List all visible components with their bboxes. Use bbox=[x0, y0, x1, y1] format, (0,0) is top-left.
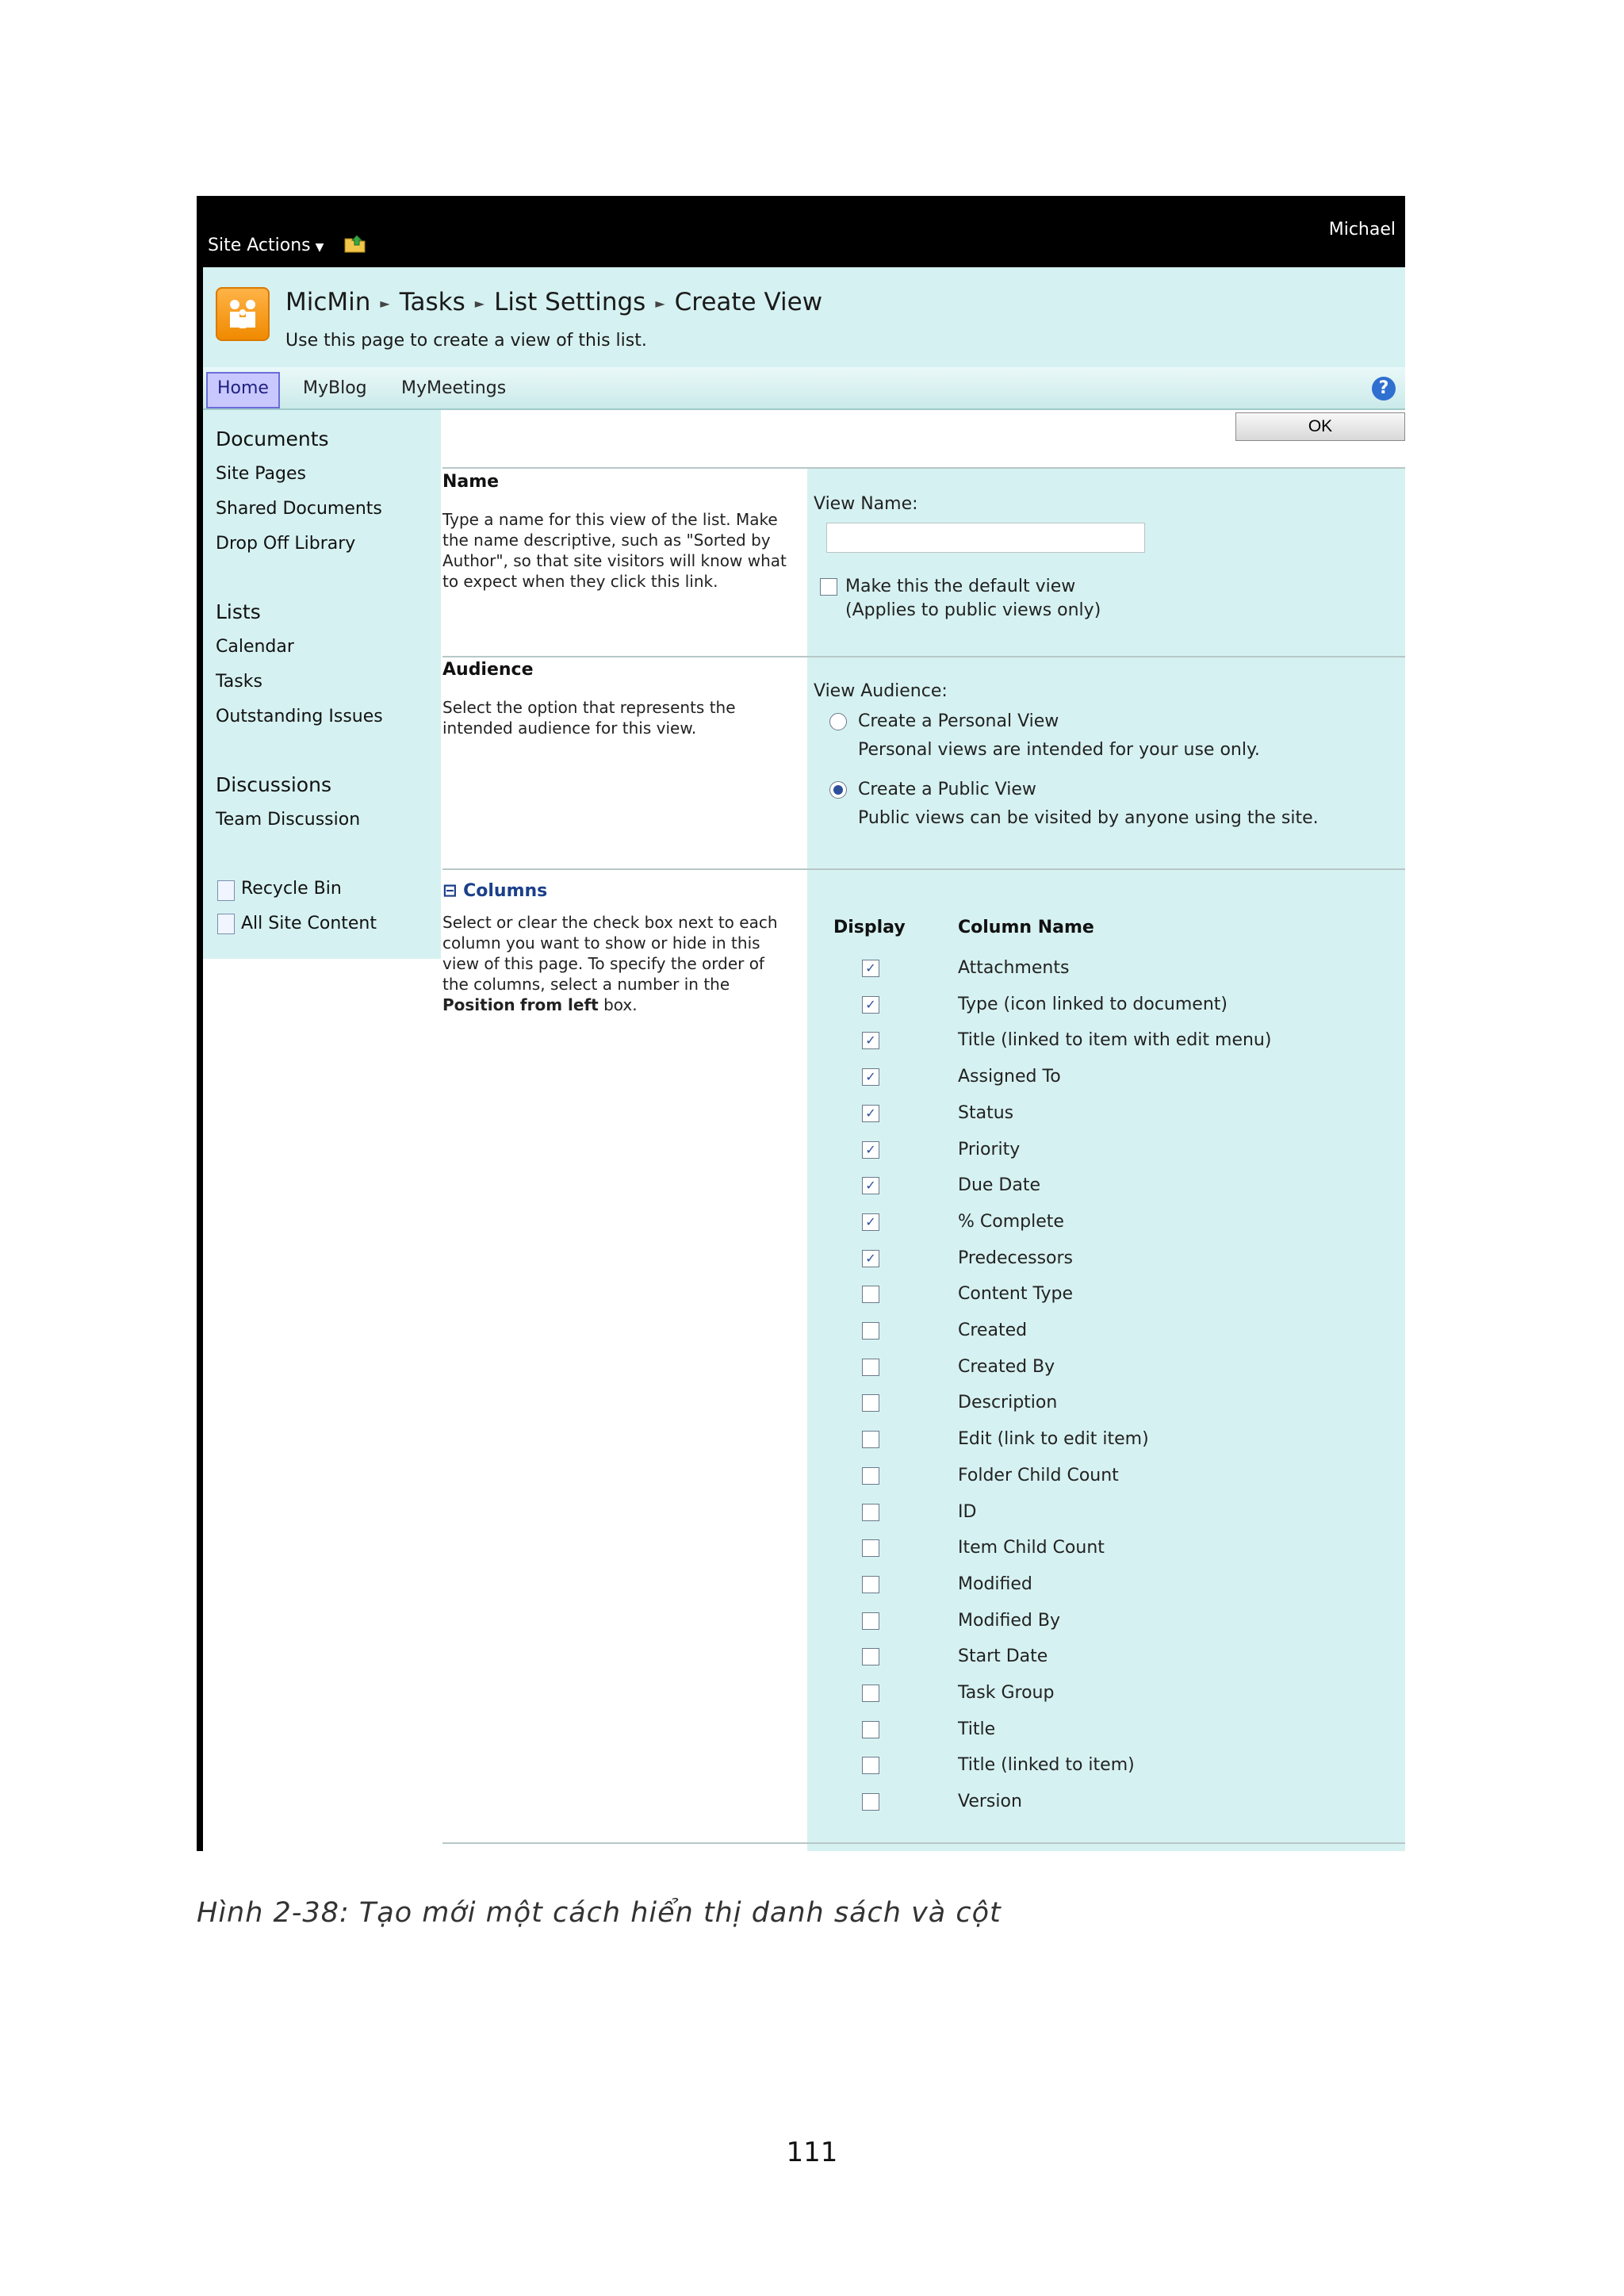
columns-section-description bbox=[442, 912, 783, 1015]
columns-desc-bold-from-left: from left bbox=[519, 995, 599, 1014]
column-row bbox=[807, 1312, 1405, 1348]
column-name: % Complete bbox=[958, 1211, 1064, 1232]
top-nav bbox=[203, 367, 1405, 410]
column-name-header: Column Name bbox=[958, 918, 1094, 937]
column-display-checkbox[interactable]: ✓ bbox=[862, 1141, 879, 1159]
column-name: Modified By bbox=[958, 1610, 1060, 1631]
column-display-checkbox[interactable] bbox=[862, 1648, 879, 1665]
audience-section-description: Select the option that represents the intended audience for this view. bbox=[442, 698, 736, 738]
ql-item-outstanding-issues[interactable]: Outstanding Issues bbox=[216, 707, 383, 726]
name-section-title: Name bbox=[442, 472, 500, 492]
audience-section-fields bbox=[807, 657, 1405, 868]
column-row bbox=[807, 986, 1405, 1022]
column-row bbox=[807, 1094, 1405, 1131]
column-name: ID bbox=[958, 1501, 977, 1522]
column-display-checkbox[interactable] bbox=[862, 1757, 879, 1774]
help-icon[interactable]: ? bbox=[1372, 377, 1396, 401]
quick-launch-bottom bbox=[203, 864, 441, 960]
column-name: Priority bbox=[958, 1139, 1021, 1159]
column-display-checkbox[interactable] bbox=[862, 1286, 879, 1303]
columns-section-title[interactable] bbox=[442, 881, 807, 901]
column-name: Item Child Count bbox=[958, 1538, 1105, 1558]
column-row bbox=[807, 1275, 1405, 1312]
breadcrumb-current: Create View bbox=[674, 288, 823, 316]
ql-item-tasks[interactable]: Tasks bbox=[216, 672, 262, 692]
bottom-divider bbox=[442, 1842, 1405, 1844]
ok-button[interactable]: OK bbox=[1235, 412, 1405, 441]
folder-up-icon[interactable] bbox=[344, 234, 366, 253]
ql-lists-header[interactable]: Lists bbox=[216, 600, 261, 623]
column-name: Modified bbox=[958, 1573, 1032, 1594]
column-display-checkbox[interactable] bbox=[862, 1721, 879, 1738]
column-display-checkbox[interactable]: ✓ bbox=[862, 1250, 879, 1267]
column-display-checkbox[interactable] bbox=[862, 1394, 879, 1412]
column-name: Title (linked to item) bbox=[958, 1755, 1135, 1776]
column-display-checkbox[interactable]: ✓ bbox=[862, 1032, 879, 1049]
column-name: Type (icon linked to document) bbox=[958, 994, 1228, 1014]
view-name-input[interactable] bbox=[826, 523, 1145, 553]
column-display-checkbox[interactable] bbox=[862, 1685, 879, 1702]
column-row bbox=[807, 1203, 1405, 1240]
view-audience-label: View Audience: bbox=[814, 681, 948, 701]
top-bar bbox=[197, 196, 1405, 267]
column-display-checkbox[interactable]: ✓ bbox=[862, 1213, 879, 1231]
default-view-checkbox[interactable] bbox=[820, 578, 837, 596]
display-column-header: Display bbox=[833, 918, 906, 937]
column-name: Description bbox=[958, 1393, 1058, 1413]
figure-caption: Hình 2-38: Tạo mới một cách hiển thị danh sách và cột bbox=[197, 1897, 1002, 1929]
ql-recycle-bin[interactable]: Recycle Bin bbox=[241, 879, 342, 899]
column-row bbox=[807, 1493, 1405, 1530]
ql-item-team-discussion[interactable]: Team Discussion bbox=[216, 810, 361, 830]
column-name: Created bbox=[958, 1320, 1028, 1340]
left-border bbox=[197, 196, 203, 1851]
column-row bbox=[807, 1348, 1405, 1385]
breadcrumb-list[interactable]: Tasks bbox=[399, 288, 465, 316]
default-view-label: Make this the default view bbox=[845, 577, 1076, 596]
ql-item-site-pages[interactable]: Site Pages bbox=[216, 464, 306, 484]
column-name: Edit (link to edit item) bbox=[958, 1429, 1149, 1450]
column-row bbox=[807, 1711, 1405, 1747]
columns-desc-end: box. bbox=[598, 995, 638, 1014]
breadcrumb-arrow-icon: ► bbox=[380, 296, 390, 311]
tab-mymeetings[interactable]: MyMeetings bbox=[401, 378, 507, 398]
column-row bbox=[807, 1602, 1405, 1639]
public-view-radio[interactable] bbox=[829, 781, 847, 799]
collapse-icon[interactable]: ⊟ bbox=[442, 881, 458, 901]
column-row bbox=[807, 1384, 1405, 1420]
recycle-bin-icon bbox=[217, 880, 235, 901]
column-name: Created By bbox=[958, 1356, 1055, 1377]
column-row bbox=[807, 1420, 1405, 1457]
column-display-checkbox[interactable] bbox=[862, 1359, 879, 1376]
site-actions-menu[interactable] bbox=[208, 236, 324, 255]
column-display-checkbox[interactable] bbox=[862, 1576, 879, 1593]
audience-section-info bbox=[442, 660, 807, 871]
page-number: 111 bbox=[786, 2137, 838, 2168]
public-view-label: Create a Public View bbox=[858, 780, 1036, 799]
column-row bbox=[807, 1131, 1405, 1167]
column-row bbox=[807, 1457, 1405, 1493]
column-name: Due Date bbox=[958, 1175, 1040, 1196]
column-display-checkbox[interactable] bbox=[862, 1793, 879, 1811]
column-name: Start Date bbox=[958, 1646, 1048, 1667]
personal-view-radio[interactable] bbox=[829, 713, 847, 730]
columns-desc-text: Select or clear the check box next to each column you want to show or hide in this view of this page. To specify the order of the columns, select a number in the bbox=[442, 913, 778, 994]
breadcrumb-arrow-icon: ► bbox=[474, 296, 485, 311]
column-row bbox=[807, 1058, 1405, 1094]
ql-item-calendar[interactable]: Calendar bbox=[216, 637, 294, 657]
columns-section-info bbox=[442, 881, 807, 1198]
column-display-checkbox[interactable] bbox=[862, 1539, 879, 1557]
column-row bbox=[807, 1167, 1405, 1203]
columns-section-fields bbox=[807, 870, 1405, 1851]
column-name: Assigned To bbox=[958, 1067, 1061, 1087]
column-name: Predecessors bbox=[958, 1248, 1073, 1268]
default-view-note: (Applies to public views only) bbox=[845, 600, 1101, 620]
column-row bbox=[807, 1529, 1405, 1566]
public-view-note: Public views can be visited by anyone using the site. bbox=[858, 808, 1319, 828]
column-display-checkbox[interactable] bbox=[862, 1322, 879, 1340]
column-display-checkbox[interactable]: ✓ bbox=[862, 1177, 879, 1194]
column-name: Title (linked to item with edit menu) bbox=[958, 1030, 1272, 1051]
columns-desc-bold-position: Position bbox=[442, 995, 515, 1014]
name-section-fields bbox=[807, 469, 1405, 656]
title-area bbox=[203, 267, 1405, 368]
column-row bbox=[807, 1240, 1405, 1276]
view-name-label: View Name: bbox=[814, 494, 918, 514]
personal-view-label: Create a Personal View bbox=[858, 711, 1059, 731]
tab-home[interactable]: Home bbox=[206, 372, 280, 408]
site-logo-icon bbox=[216, 287, 270, 341]
column-name: Folder Child Count bbox=[958, 1465, 1119, 1485]
column-display-checkbox[interactable]: ✓ bbox=[862, 996, 879, 1014]
name-section-description: Type a name for this view of the list. Make the name descriptive, such as "Sorted by Author", so that site visitors will know what to expect when they click this link. bbox=[442, 510, 787, 591]
column-display-checkbox[interactable]: ✓ bbox=[862, 960, 879, 977]
site-actions-label: Site Actions bbox=[208, 236, 311, 255]
page-description: Use this page to create a view of this list. bbox=[285, 331, 647, 351]
columns-title-text: Columns bbox=[463, 881, 548, 901]
breadcrumb-settings[interactable]: List Settings bbox=[494, 288, 646, 316]
tab-myblog[interactable]: MyBlog bbox=[303, 378, 367, 398]
personal-view-note: Personal views are intended for your use only. bbox=[858, 740, 1260, 760]
column-row bbox=[807, 1638, 1405, 1674]
column-name: Version bbox=[958, 1792, 1022, 1812]
column-display-checkbox[interactable] bbox=[862, 1612, 879, 1630]
column-name: Attachments bbox=[958, 958, 1070, 978]
column-name: Task Group bbox=[958, 1683, 1055, 1703]
column-name: Status bbox=[958, 1102, 1014, 1123]
ql-documents-header[interactable]: Documents bbox=[216, 427, 329, 450]
name-section-info bbox=[442, 472, 807, 659]
column-row bbox=[807, 1022, 1405, 1058]
all-site-content-icon bbox=[217, 914, 235, 934]
ql-all-site-content[interactable]: All Site Content bbox=[241, 914, 377, 933]
column-display-checkbox[interactable]: ✓ bbox=[862, 1068, 879, 1086]
column-display-checkbox[interactable] bbox=[862, 1467, 879, 1485]
breadcrumb-site[interactable]: MicMin bbox=[285, 288, 371, 316]
column-row bbox=[807, 1783, 1405, 1819]
breadcrumb bbox=[285, 288, 822, 316]
audience-section-title: Audience bbox=[442, 660, 534, 680]
ql-gap bbox=[203, 959, 441, 962]
ql-item-shared-documents[interactable]: Shared Documents bbox=[216, 499, 382, 519]
chevron-down-icon: ▼ bbox=[315, 241, 324, 254]
column-row bbox=[807, 1746, 1405, 1783]
column-row bbox=[807, 1566, 1405, 1602]
column-display-checkbox[interactable] bbox=[862, 1504, 879, 1521]
breadcrumb-arrow-icon: ► bbox=[655, 296, 665, 311]
screenshot bbox=[197, 196, 1405, 1851]
ql-item-drop-off-library[interactable]: Drop Off Library bbox=[216, 534, 356, 554]
ql-discussions-header[interactable]: Discussions bbox=[216, 773, 331, 796]
column-row bbox=[807, 949, 1405, 986]
column-name: Content Type bbox=[958, 1284, 1074, 1305]
column-display-checkbox[interactable] bbox=[862, 1431, 879, 1448]
column-row bbox=[807, 1674, 1405, 1711]
user-menu[interactable]: Michael bbox=[1328, 220, 1396, 240]
column-name: Title bbox=[958, 1719, 996, 1739]
column-display-checkbox[interactable]: ✓ bbox=[862, 1105, 879, 1122]
